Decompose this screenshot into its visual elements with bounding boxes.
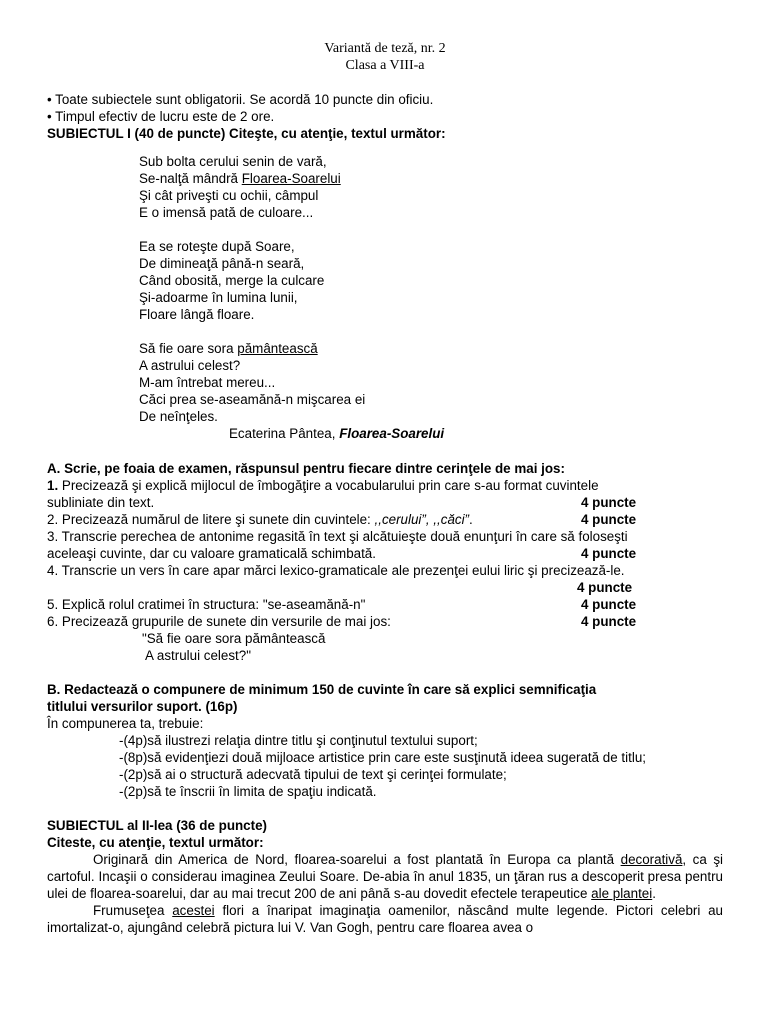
partB-heading: B. Redactează o compunere de minimum 150 de cuvinte în care să explici semnificaţia <box>47 682 597 697</box>
partB-heading-cont: titlului versurilor suport. (16p) <box>47 699 238 714</box>
poem-line: E o imensă pată de culoare... <box>139 205 314 220</box>
exam-page <box>47 40 723 936</box>
underlined-word: pământească <box>237 341 318 356</box>
quoted-verse: "Să fie oare sora pământească <box>142 631 326 646</box>
poem-line: Căci prea se-aseamănă-n mişcarea ei <box>139 392 366 407</box>
points-label: 4 puncte <box>577 580 633 595</box>
question-4: 4. Transcrie un vers în care apar mărci lexico-gramaticale ale prezenţei eului liric şi precizează-le. <box>47 563 625 578</box>
paragraph-2: Frumuseţea acestei flori a înaripat imaginaţia oamenilor, născând multe legende. Pictori celebri au imortalizat-o, ajungând celebră pictura lui V. Van Gogh, pentru care floarea avea o <box>47 903 723 935</box>
poem-line: De dimineaţă până-n seară, <box>139 256 305 271</box>
points-label: 4 puncte <box>581 495 637 510</box>
question-3-cont: aceleaşi cuvinte, dar cu valoare gramaticală schimbată. 4 puncte <box>47 545 723 562</box>
poem-line: Să fie oare sora pământească <box>139 341 318 356</box>
poem-attribution <box>229 425 723 442</box>
underlined-word: ale plantei <box>591 886 653 901</box>
poem-line: Sub bolta cerului senin de vară, <box>139 154 327 169</box>
poem-line: Când obosită, merge la culcare <box>139 273 325 288</box>
points-label: 4 puncte <box>581 597 637 612</box>
poem-line: De neînţeles. <box>139 409 218 424</box>
poem-work-title: Floarea-Soarelui <box>339 426 445 441</box>
requirement-item: -(4p)să ilustrezi relaţia dintre titlu şi conţinutul textului suport; <box>119 733 478 748</box>
poem <box>139 153 723 425</box>
question-2: 2. Precizează numărul de litere şi sunete din cuvintele: ,,cerului”, ,,căci”. 4 puncte <box>47 511 723 528</box>
quoted-verse: A astrului celest?" <box>142 648 251 663</box>
poem-line: Şi-adoarme în lumina lunii, <box>139 290 298 305</box>
poem-line: Se-nalţă mândră Floarea-Soarelui <box>139 171 341 186</box>
underlined-word: decorativă <box>620 852 683 867</box>
poem-line: A astrului celest? <box>139 358 241 373</box>
subiect2-heading: SUBIECTUL al II-lea (36 de puncte) <box>47 818 267 833</box>
intro-rule-1: • Toate subiectele sunt obligatorii. Se acordă 10 puncte din oficiu. <box>47 92 434 107</box>
paragraph-1: Originară din America de Nord, floarea-soarelui a fost plantată în Europa ca plantă decorativă, ca şi cartoful. Incaşii o considerau imaginea Zeului Soare. De-abia în anul 1835, un ţăran rus a descoperit presa pentru ulei de floarea-soarelui, dar au mai trecut 200 de ani până s-au dovedit efectele terapeutice ale plantei. <box>47 852 723 901</box>
partA-heading: A. Scrie, pe foaia de examen, răspunsul pentru fiecare dintre cerinţele de mai jos: <box>47 461 565 476</box>
poem-author: Ecaterina Pântea, <box>229 426 340 441</box>
requirement-item: -(8p)să evidenţiezi două mijloace artistice prin care este susţinută ideea sugerată de titlu; <box>119 750 646 765</box>
question-1: 1. Precizează şi explică mijlocul de îmbogăţire a vocabularului prin care s-au format cuvintele <box>47 478 599 493</box>
underlined-word: Floarea-Soarelui <box>241 171 341 186</box>
points-label: 4 puncte <box>581 512 637 527</box>
question-6: 6. Precizează grupurile de sunete din versurile de mai jos: 4 puncte <box>47 613 723 630</box>
requirement-item: -(2p)să te înscrii în limita de spaţiu indicată. <box>119 784 377 799</box>
underlined-word: acestei <box>172 903 215 918</box>
document-title: Variantă de teză, nr. 2 <box>324 41 446 56</box>
requirement-item: -(2p)să ai o structură adecvată tipului de text şi cerinţei formulate; <box>119 767 507 782</box>
partB-lead: În compunerea ta, trebuie: <box>47 716 204 731</box>
question-1-cont: subliniate din text. 4 puncte <box>47 494 723 511</box>
poem-line: Şi cât priveşti cu ochii, câmpul <box>139 188 319 203</box>
intro-rule-2: • Timpul efectiv de lucru este de 2 ore. <box>47 109 275 124</box>
poem-line: M-am întrebat mereu... <box>139 375 276 390</box>
document-subtitle: Clasa a VIII-a <box>345 58 425 73</box>
points-label: 4 puncte <box>581 546 637 561</box>
subiect2-subheading: Citeste, cu atenţie, textul următor: <box>47 835 264 850</box>
question-3: 3. Transcrie perechea de antonime regasită în text şi alcătuieşte două enunţuri în care să foloseşti <box>47 529 628 544</box>
poem-line: Floare lângă floare. <box>139 307 255 322</box>
poem-line: Ea se roteşte după Soare, <box>139 239 295 254</box>
points-label: 4 puncte <box>581 614 637 629</box>
question-5: 5. Explică rolul cratimei în structura: "se-aseamănă-n" 4 puncte <box>47 596 723 613</box>
subiect1-heading: SUBIECTUL I (40 de puncte) Citeşte, cu atenţie, textul următor: <box>47 126 446 141</box>
